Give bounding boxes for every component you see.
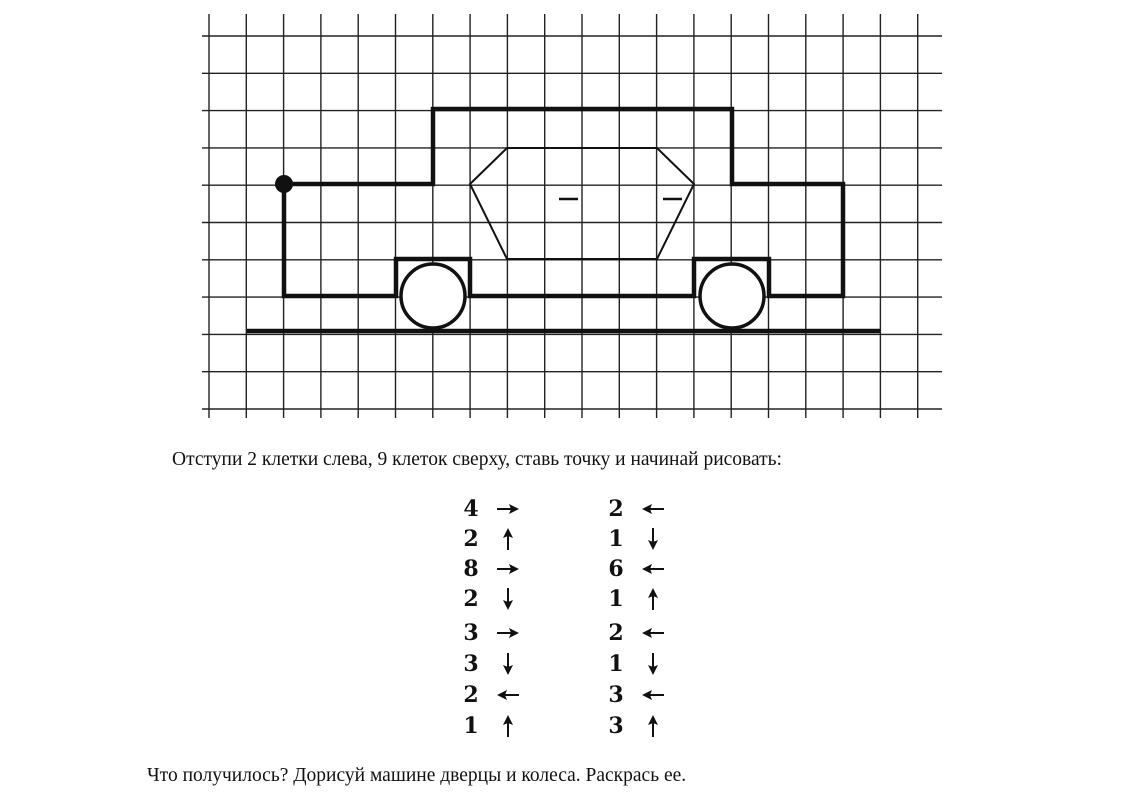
step-count: 8 xyxy=(463,556,479,582)
step-count: 2 xyxy=(608,496,624,522)
arrow-right-icon xyxy=(494,618,522,648)
step-count: 3 xyxy=(608,713,624,739)
step-count: 3 xyxy=(463,651,479,677)
step-item xyxy=(605,680,685,710)
step-count: 3 xyxy=(608,682,624,708)
step-item xyxy=(605,649,685,679)
step-count: 2 xyxy=(608,620,624,646)
step-count: 1 xyxy=(608,651,624,677)
step-item xyxy=(605,584,685,614)
step-item xyxy=(460,494,540,524)
step-item xyxy=(460,524,540,554)
step-count: 2 xyxy=(463,526,479,552)
arrow-down-icon xyxy=(494,649,522,679)
car-body-outline xyxy=(284,109,843,296)
arrow-left-icon xyxy=(639,554,667,584)
arrow-right-icon xyxy=(494,494,522,524)
arrow-left-icon xyxy=(494,680,522,710)
arrow-up-icon xyxy=(494,711,522,741)
step-item xyxy=(605,711,685,741)
arrow-up-icon xyxy=(639,711,667,741)
step-item xyxy=(460,554,540,584)
step-count: 1 xyxy=(608,586,624,612)
step-item xyxy=(460,618,540,648)
step-count: 2 xyxy=(463,586,479,612)
arrow-left-icon xyxy=(639,680,667,710)
step-item xyxy=(460,649,540,679)
question-text: Что получилось? Дорисуй машине дверцы и колеса. Раскрась ее. xyxy=(147,765,687,786)
step-item xyxy=(460,711,540,741)
step-item xyxy=(460,584,540,614)
arrow-up-icon xyxy=(639,584,667,614)
step-count: 4 xyxy=(463,496,479,522)
step-item xyxy=(460,680,540,710)
wheel-front xyxy=(401,264,465,328)
arrow-down-icon xyxy=(494,584,522,614)
step-count: 2 xyxy=(463,682,479,708)
wheel-rear xyxy=(700,264,764,328)
step-count: 3 xyxy=(463,620,479,646)
step-item xyxy=(605,524,685,554)
arrow-down-icon xyxy=(639,524,667,554)
step-item xyxy=(605,494,685,524)
start-dot xyxy=(275,175,293,193)
arrow-right-icon xyxy=(494,554,522,584)
arrow-up-icon xyxy=(494,524,522,554)
step-item xyxy=(605,618,685,648)
step-count: 1 xyxy=(463,713,479,739)
step-item xyxy=(605,554,685,584)
grid-lines xyxy=(202,14,942,430)
instruction-text: Отступи 2 клетки слева, 9 клеток сверху, ставь точку и начинай рисовать: xyxy=(172,449,782,470)
arrow-left-icon xyxy=(639,494,667,524)
step-count: 6 xyxy=(608,556,624,582)
step-count: 1 xyxy=(608,526,624,552)
arrow-left-icon xyxy=(639,618,667,648)
arrow-down-icon xyxy=(639,649,667,679)
